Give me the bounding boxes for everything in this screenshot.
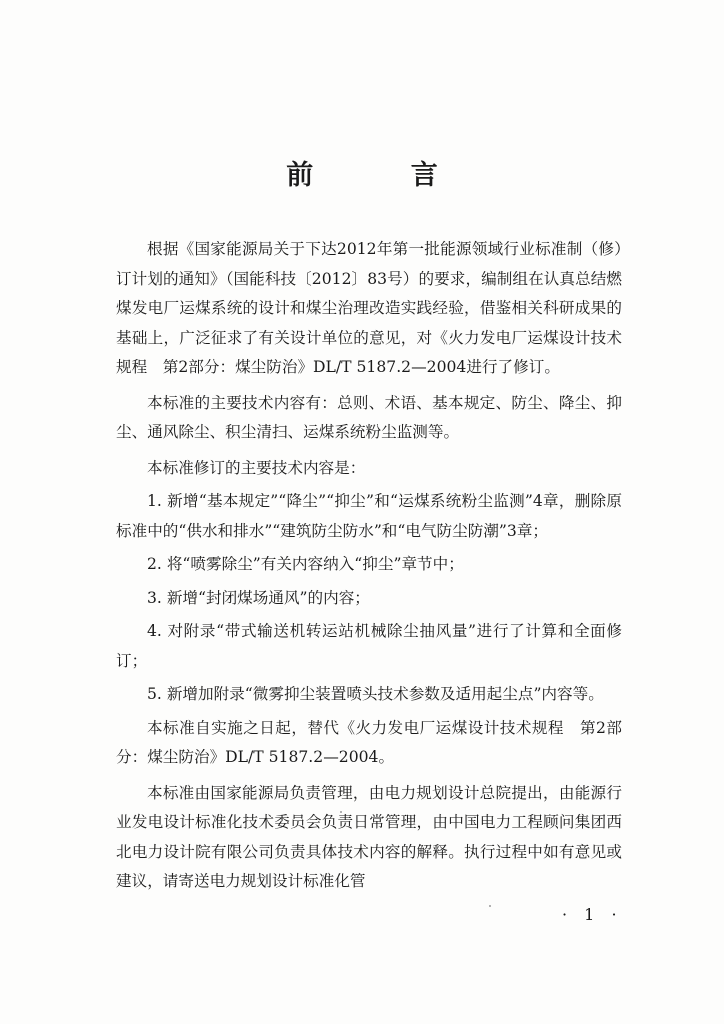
scan-speck (489, 905, 491, 907)
paragraph-revision-basis: 根据《国家能源局关于下达2012年第一批能源领域行业标准制（修）订计划的通知》（国能科技〔2012〕83号）的要求，编制组在认真总结燃煤发电厂运煤系统的设计和煤尘治理改造实践经验，借鉴相关科研成果的基础上，广泛征求了有关设计单位的意见，对《火力发电厂运煤设计技术规程 第2部分：煤尘防治》DL/T 5187.2—2004进行了修订。 (116, 240, 622, 376)
paragraph-replacement: 本标准自实施之日起，替代《火力发电厂运煤设计技术规程 第2部分：煤尘防治》DL/T 5187.2—2004。 (116, 718, 622, 766)
list-item: 5. 新增加附录“微雾抑尘装置喷头技术参数及适用起尘点”内容等。 (147, 685, 604, 703)
paragraph-management: 本标准由国家能源局负责管理，由电力规划设计总院提出，由能源行业发电设计标准化技术委员会负责日常管理，由中国电力工程顾问集团西北电力设计院有限公司负责具体技术内容的解释。执行过程中如有意见或建议，请寄送电力规划设计标准化管 (116, 783, 622, 890)
list-item: 3. 新增“封闭煤场通风”的内容； (147, 588, 370, 607)
list-item: 1. 新增“基本规定”“降尘”“抑尘”和“运煤系统粉尘监测”4章，删除原标准中的“供水和排水”“建筑防尘防水”和“电气防尘防潮”3章； (116, 492, 622, 540)
list-item: 2. 将“喷雾除尘”有关内容纳入“抑尘”章节中； (147, 555, 464, 573)
page-title: 前 言 (286, 160, 482, 191)
page-number: · 1 · (562, 905, 623, 924)
list-item: 4. 对附录“带式输送机转运站机械除尘抽风量”进行了计算和全面修订； (116, 622, 622, 670)
scan-speck (340, 811, 342, 813)
body-text (116, 235, 622, 903)
paragraph-revision-intro: 本标准修订的主要技术内容是： (147, 458, 366, 477)
paragraph-main-contents: 本标准的主要技术内容有：总则、术语、基本规定、防尘、降尘、抑尘、通风除尘、积尘清扫、运煤系统粉尘监测等。 (116, 393, 622, 441)
